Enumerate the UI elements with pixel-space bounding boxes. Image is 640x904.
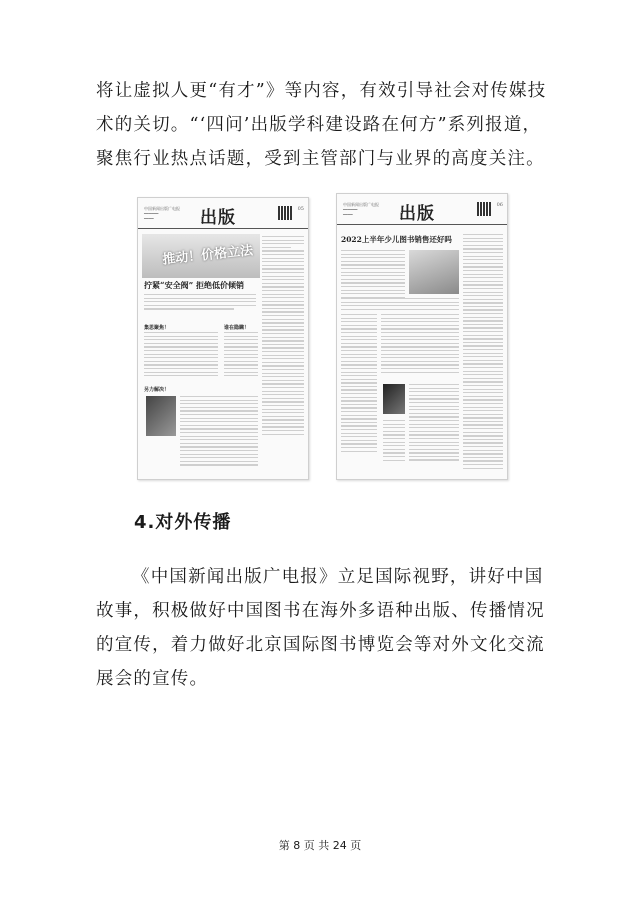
section-heading: 4.对外传播	[134, 512, 232, 533]
qr-code-icon	[278, 206, 292, 220]
kids-photo	[409, 250, 459, 294]
subhead-3: 另力解决！	[144, 387, 170, 393]
newspaper-image-right	[336, 193, 508, 480]
side-column-text	[262, 236, 304, 437]
masthead-title: 出版	[399, 204, 435, 224]
banner-photo	[142, 234, 260, 278]
headline: 2022上半年少儿图书销售还好吗	[341, 235, 452, 244]
page-footer: 第 8 页 共 24 页	[278, 839, 362, 852]
paragraph-intro: 将让虚拟人更“有才”》等内容，有效引导社会对传媒技术的关切。“‘四问’出版学科建设路在何方”系列报道，聚焦行业热点话题，受到主管部门与业界的高度关注。	[96, 81, 547, 169]
masthead-title: 出版	[200, 208, 236, 228]
body-text	[144, 294, 256, 312]
banner-text: 推动！价格立法	[161, 243, 254, 268]
qr-code-icon	[477, 202, 491, 216]
book-photo	[146, 396, 176, 436]
book-cover-photo	[383, 384, 405, 414]
newspaper-masthead: 中国新闻出版广电报 ━━━━━━ ━━━━ 出版 05	[138, 202, 308, 229]
headline: 拧紧“安全阀” 拒绝低价倾销	[144, 280, 244, 290]
paragraph-external-communication: 《中国新闻出版广电报》立足国际视野，讲好中国故事，积极做好中国图书在海外多语种出版、传播情况的宣传，着力做好北京国际图书博览会等对外文化交流展会的宣传。	[96, 567, 545, 689]
subhead-1: 集思聚焦！	[144, 325, 170, 331]
newspaper-masthead: 中国新闻出版广电报 ━━━━━━ ━━━━ 出版 06	[337, 198, 507, 225]
subhead-2: 谁在隐瞒！	[224, 325, 250, 331]
newspaper-image-left	[137, 197, 309, 480]
